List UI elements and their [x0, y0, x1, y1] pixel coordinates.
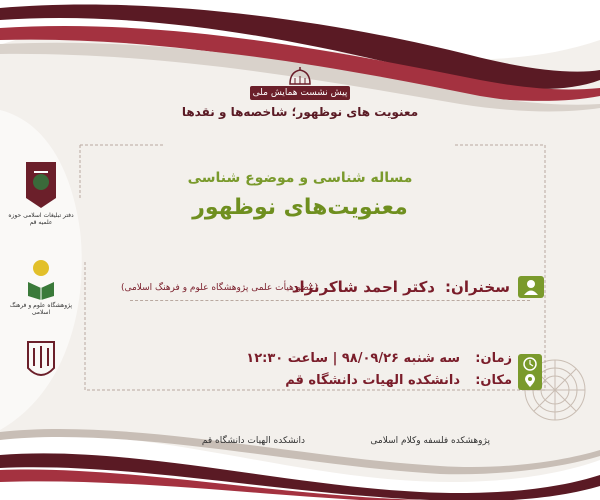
place-label: مکان: [475, 373, 512, 388]
session-title: معنویت‌های نوظهور [192, 195, 408, 220]
speaker-label: سخنران: [445, 278, 510, 296]
islamic-propagation-office-logo [22, 158, 60, 210]
time-place-icon-box [518, 354, 542, 390]
place-value: دانشکده الهیات دانشگاه قم [285, 373, 460, 388]
research-institute-logo [22, 256, 60, 300]
footer-faculty: دانشکده الهیات دانشگاه قم [201, 436, 305, 446]
footer-institute: پژوهشکده فلسفه وکلام اسلامی [370, 436, 490, 446]
time-value: سه شنبه ۹۸/۰۹/۲۶ | ساعت ۱۲:۳۰ [246, 351, 460, 366]
dome-emblem-icon [287, 66, 313, 86]
logo2-caption: پژوهشگاه علوم و فرهنگ اسلامی [9, 302, 73, 316]
session-topic: مساله شناسی و موضوع شناسی [187, 170, 413, 186]
logo1-caption: دفتر تبلیغات اسلامی حوزه علمیه قم [8, 212, 74, 226]
time-label: زمان: [475, 351, 512, 366]
pre-conference-badge: پیش نشست همایش ملی [250, 86, 350, 100]
speaker-icon [518, 276, 544, 298]
speaker-name: دکتر احمد شاکرنژاد [291, 278, 435, 296]
speaker-affiliation: (عضو هیأت علمی پژوهشگاه علوم و فرهنگ اسلامی) [120, 283, 318, 293]
dashed-divider [130, 300, 530, 302]
conference-subtitle: معنویت های نوظهور؛ شاخصه‌ها و نقدها [181, 105, 419, 119]
university-of-qom-logo [22, 338, 60, 384]
